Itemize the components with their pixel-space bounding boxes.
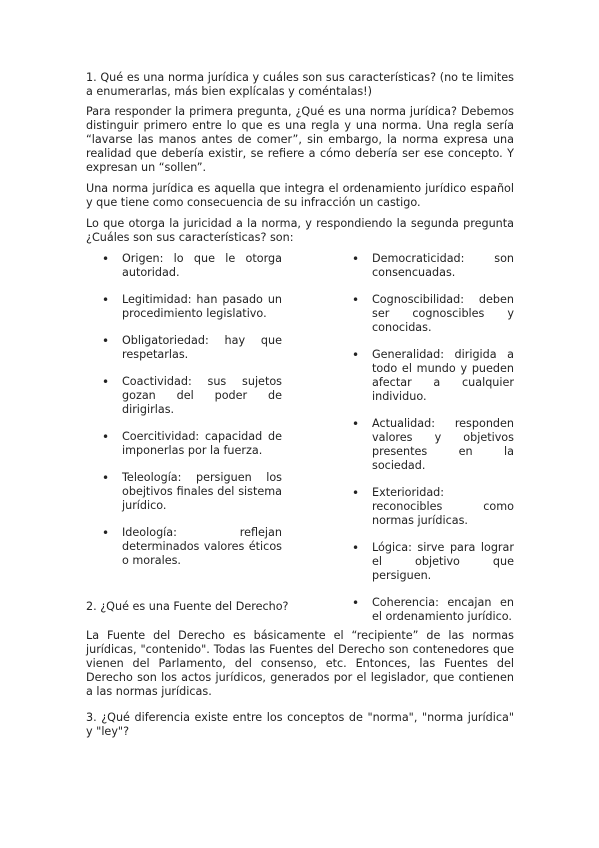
list-item: • Coactividad: sus sujetos gozan del poder de dirigirlas. <box>102 375 282 416</box>
list-item: • Origen: lo que le otorga autoridad. <box>102 252 282 279</box>
bullet-icon: • <box>102 334 110 348</box>
bullet-icon: • <box>102 430 110 444</box>
bullet-icon: • <box>102 471 110 485</box>
list-item: • Democraticidad: son consencuadas. <box>352 252 514 279</box>
characteristics-right-column <box>336 252 514 637</box>
q1-paragraph-definition: Una norma jurídica es aquella que integra el ordenamiento jurídico español y que tiene como consecuencia de su infracción un castigo. <box>86 182 514 209</box>
question-1: 1. Qué es una norma jurídica y cuáles son sus características? (no te limites a enumerarlas, más bien explícalas y coméntalas!) <box>86 71 514 98</box>
bullet-icon: • <box>352 417 360 431</box>
bullet-icon: • <box>352 252 360 266</box>
bullet-icon: • <box>102 293 110 307</box>
list-item: • Generalidad: dirigida a todo el mundo y pueden afectar a cualquier individuo. <box>352 348 514 403</box>
bullet-icon: • <box>352 486 360 500</box>
bullet-icon: • <box>102 252 110 266</box>
bullet-icon: • <box>352 596 360 610</box>
bullet-icon: • <box>102 375 110 389</box>
list-item: • Coercitividad: capacidad de imponerlas por la fuerza. <box>102 430 282 457</box>
list-item: • Actualidad: responden valores y objetivos presentes en la sociedad. <box>352 417 514 472</box>
question-2: 2. ¿Qué es una Fuente del Derecho? <box>86 600 289 613</box>
list-item: • Exterioridad: reconocibles como normas jurídicas. <box>352 486 514 527</box>
list-item: • Coherencia: encajan en el ordenamiento jurídico. <box>352 596 514 623</box>
list-item: • Obligatoriedad: hay que respetarlas. <box>102 334 282 361</box>
question-3: 3. ¿Qué diferencia existe entre los conceptos de "norma", "norma jurídica" y "ley"? <box>86 711 514 738</box>
bullet-icon: • <box>352 541 360 555</box>
q2-answer: La Fuente del Derecho es básicamente el “recipiente” de las normas jurídicas, "contenido". Todas las Fuentes del Derecho son contenedores que vienen del Parlamento, del consenso, etc. Entonces, las Fuentes del Derecho son los actos jurídicos, generados por el legislador, que contienen a las normas jurídicas. <box>86 629 514 698</box>
bullet-icon: • <box>102 526 110 540</box>
bullet-icon: • <box>352 293 360 307</box>
bullet-icon: • <box>352 348 360 362</box>
q1-paragraph-rule-vs-norm: Para responder la primera pregunta, ¿Qué es una norma jurídica? Debemos distinguir primero entre lo que es una regla y una norma. Una regla sería “lavarse las manos antes de comer”, sin embargo, la norma expresa una realidad que debería existir, se refiere a cómo debería ser ese concepto. Y expresan un “sollen”. <box>86 105 514 174</box>
characteristics-left-column <box>86 252 282 581</box>
list-item: • Ideología: reflejan determinados valores éticos o morales. <box>102 526 282 567</box>
list-item: • Teleología: persiguen los obejtivos finales del sistema jurídico. <box>102 471 282 512</box>
list-item: • Legitimidad: han pasado un procedimiento legislativo. <box>102 293 282 320</box>
list-item: • Lógica: sirve para lograr el objetivo que persiguen. <box>352 541 514 582</box>
list-item: • Cognoscibilidad: deben ser cognoscibles y conocidas. <box>352 293 514 334</box>
q1-paragraph-characteristics-intro: Lo que otorga la juricidad a la norma, y respondiendo la segunda pregunta ¿Cuáles son sus características? son: <box>86 217 514 244</box>
